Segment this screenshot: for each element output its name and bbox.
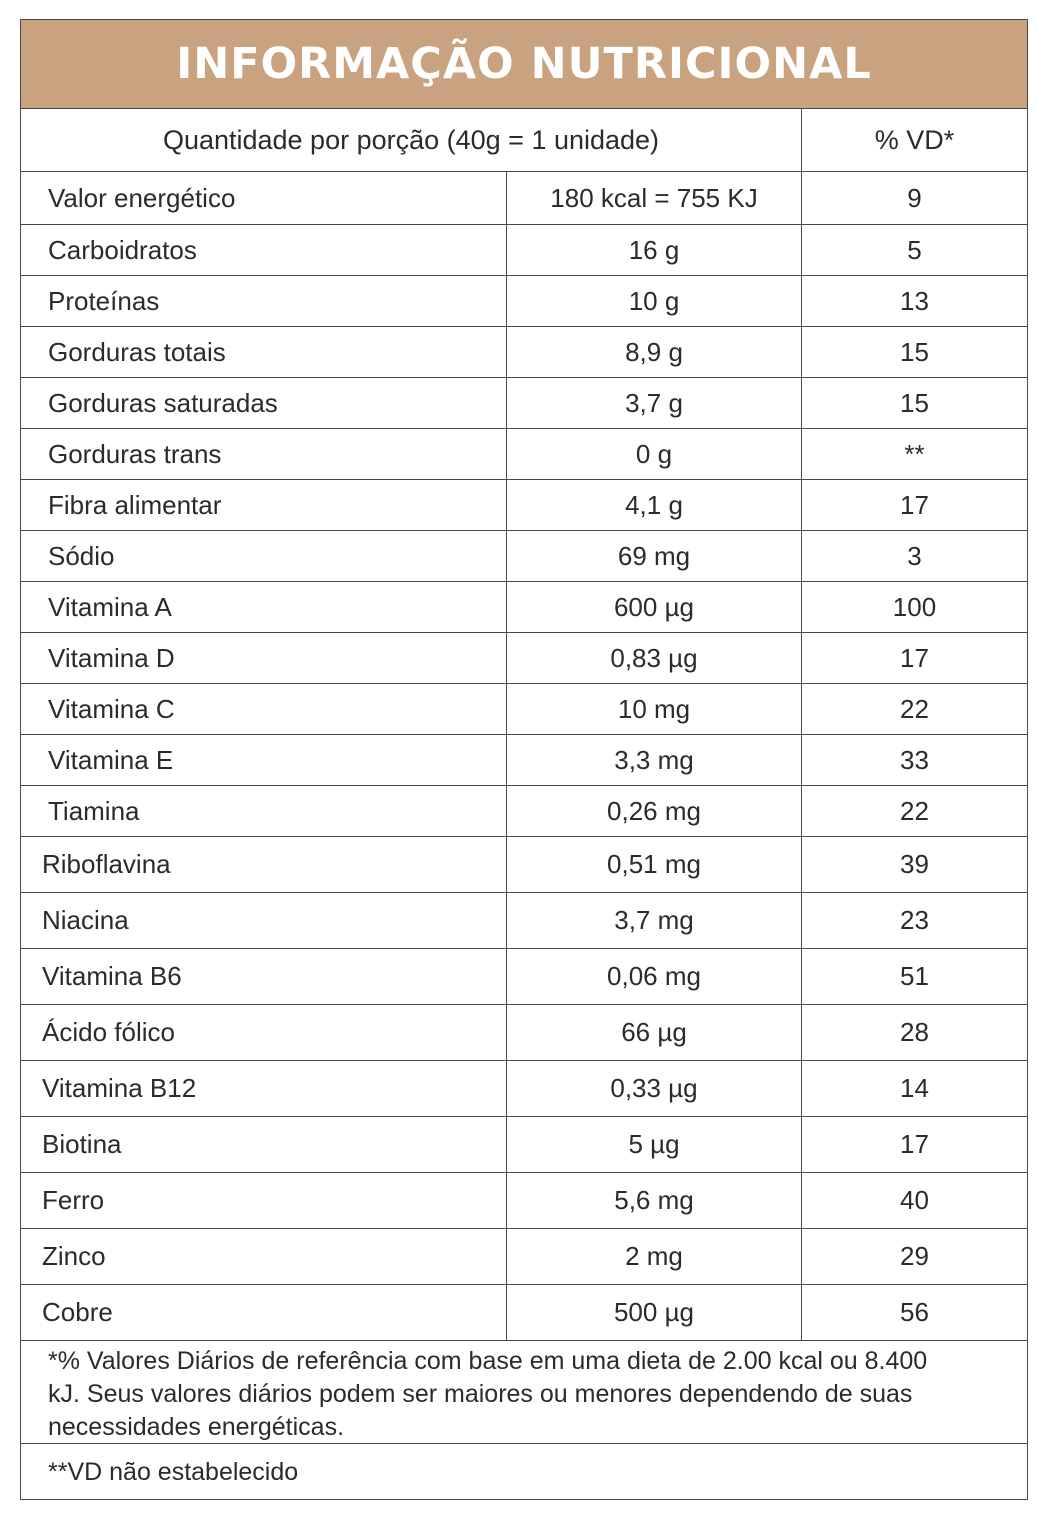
table-title: INFORMAÇÃO NUTRICIONAL	[176, 39, 872, 89]
nutrient-quantity: 69 mg	[507, 531, 802, 581]
nutrient-daily-value: 14	[900, 1073, 929, 1103]
nutrient-daily-value: 22	[900, 693, 929, 724]
nutrient-name: Vitamina B12	[21, 1061, 507, 1116]
nutrient-daily-value: 56	[900, 1297, 929, 1327]
nutrient-daily-value: 51	[900, 961, 929, 991]
nutrient-daily-value: 40	[900, 1185, 929, 1215]
nutrient-daily-value: 17	[900, 489, 929, 520]
nutrient-daily-value: 22	[900, 795, 929, 826]
nutrient-name: Tiamina	[21, 786, 507, 836]
nutrient-daily-value: 23	[900, 905, 929, 935]
nutrient-daily-value: 13	[900, 285, 929, 316]
nutrient-quantity: 16 g	[507, 225, 802, 275]
table-row	[21, 1229, 1027, 1285]
table-row	[21, 786, 1027, 837]
table-row	[21, 735, 1027, 786]
nutrient-name: Biotina	[21, 1117, 507, 1172]
nutrient-quantity: 600 µg	[507, 582, 802, 632]
nutrient-daily-value: **	[904, 438, 925, 469]
nutrient-name: Niacina	[21, 893, 507, 948]
table-row	[21, 684, 1027, 735]
nutrient-name: Carboidratos	[21, 225, 507, 275]
nutrient-daily-value: 17	[900, 1129, 929, 1159]
nutrient-name: Vitamina A	[21, 582, 507, 632]
nutrient-quantity: 0,26 mg	[507, 786, 802, 836]
nutrient-quantity: 0,06 mg	[507, 949, 802, 1004]
header-row	[21, 109, 1027, 172]
table-row	[21, 225, 1027, 276]
table-row	[21, 327, 1027, 378]
nutrition-facts-table	[20, 19, 1028, 1500]
nutrient-name: Gorduras trans	[21, 429, 507, 479]
nutrient-quantity: 0 g	[507, 429, 802, 479]
table-row	[21, 949, 1027, 1005]
nutrient-name: Fibra alimentar	[21, 480, 507, 530]
nutrient-daily-value: 5	[907, 234, 922, 265]
nutrient-daily-value: 39	[900, 849, 929, 879]
nutrient-daily-value: 29	[900, 1241, 929, 1271]
nutrient-quantity: 3,3 mg	[507, 735, 802, 785]
nutrient-rows	[21, 172, 1027, 1341]
serving-size-header: Quantidade por porção (40g = 1 unidade)	[21, 109, 802, 171]
table-row	[21, 1117, 1027, 1173]
daily-values-footnote: *% Valores Diários de referência com base em uma dieta de 2.00 kcal ou 8.400 kJ. Seus valores diários podem ser maiores ou menores dependendo de suas necessidades energéticas.	[21, 1330, 1027, 1444]
nutrient-quantity: 10 mg	[507, 684, 802, 734]
nutrient-daily-value: 15	[900, 387, 929, 418]
nutrient-name: Gorduras saturadas	[21, 378, 507, 428]
nutrient-quantity: 0,33 µg	[507, 1061, 802, 1116]
nutrient-quantity: 0,83 µg	[507, 633, 802, 683]
nutrient-quantity: 180 kcal = 755 KJ	[507, 172, 802, 224]
nutrient-name: Gorduras totais	[21, 327, 507, 377]
nutrient-quantity: 10 g	[507, 276, 802, 326]
table-row	[21, 531, 1027, 582]
table-row	[21, 837, 1027, 893]
daily-value-header: % VD*	[874, 124, 955, 155]
nutrient-name: Proteínas	[21, 276, 507, 326]
nutrient-name: Vitamina C	[21, 684, 507, 734]
nutrient-quantity: 4,1 g	[507, 480, 802, 530]
table-row	[21, 378, 1027, 429]
nutrient-name: Vitamina D	[21, 633, 507, 683]
nutrient-quantity: 500 µg	[507, 1285, 802, 1340]
table-row	[21, 1061, 1027, 1117]
nutrient-name: Valor energético	[21, 172, 507, 224]
nutrient-daily-value: 28	[900, 1017, 929, 1047]
nutrient-daily-value: 17	[900, 642, 929, 673]
nutrient-daily-value: 15	[900, 336, 929, 367]
nutrient-name: Ácido fólico	[21, 1005, 507, 1060]
table-row	[21, 172, 1027, 225]
title-bar	[21, 20, 1027, 109]
nutrient-daily-value: 33	[900, 744, 929, 775]
nutrient-quantity: 5 µg	[507, 1117, 802, 1172]
nutrient-quantity: 8,9 g	[507, 327, 802, 377]
nutrient-quantity: 3,7 mg	[507, 893, 802, 948]
table-row	[21, 276, 1027, 327]
table-row	[21, 480, 1027, 531]
nutrient-quantity: 0,51 mg	[507, 837, 802, 892]
table-row	[21, 1173, 1027, 1229]
nutrient-quantity: 5,6 mg	[507, 1173, 802, 1228]
nutrient-quantity: 66 µg	[507, 1005, 802, 1060]
table-row	[21, 429, 1027, 480]
nutrient-name: Zinco	[21, 1229, 507, 1284]
nutrient-daily-value: 100	[892, 591, 937, 622]
nutrient-quantity: 2 mg	[507, 1229, 802, 1284]
table-row	[21, 1005, 1027, 1061]
nutrient-daily-value: 9	[907, 182, 922, 213]
nutrient-name: Vitamina E	[21, 735, 507, 785]
table-row	[21, 893, 1027, 949]
nutrient-quantity: 3,7 g	[507, 378, 802, 428]
not-established-footnote: **VD não estabelecido	[48, 1458, 299, 1486]
table-row	[21, 633, 1027, 684]
nutrient-daily-value: 3	[907, 540, 922, 571]
table-row	[21, 582, 1027, 633]
nutrient-name: Sódio	[21, 531, 507, 581]
nutrient-name: Cobre	[21, 1285, 507, 1340]
nutrient-name: Vitamina B6	[21, 949, 507, 1004]
nutrient-name: Ferro	[21, 1173, 507, 1228]
nutrient-name: Riboflavina	[21, 837, 507, 892]
